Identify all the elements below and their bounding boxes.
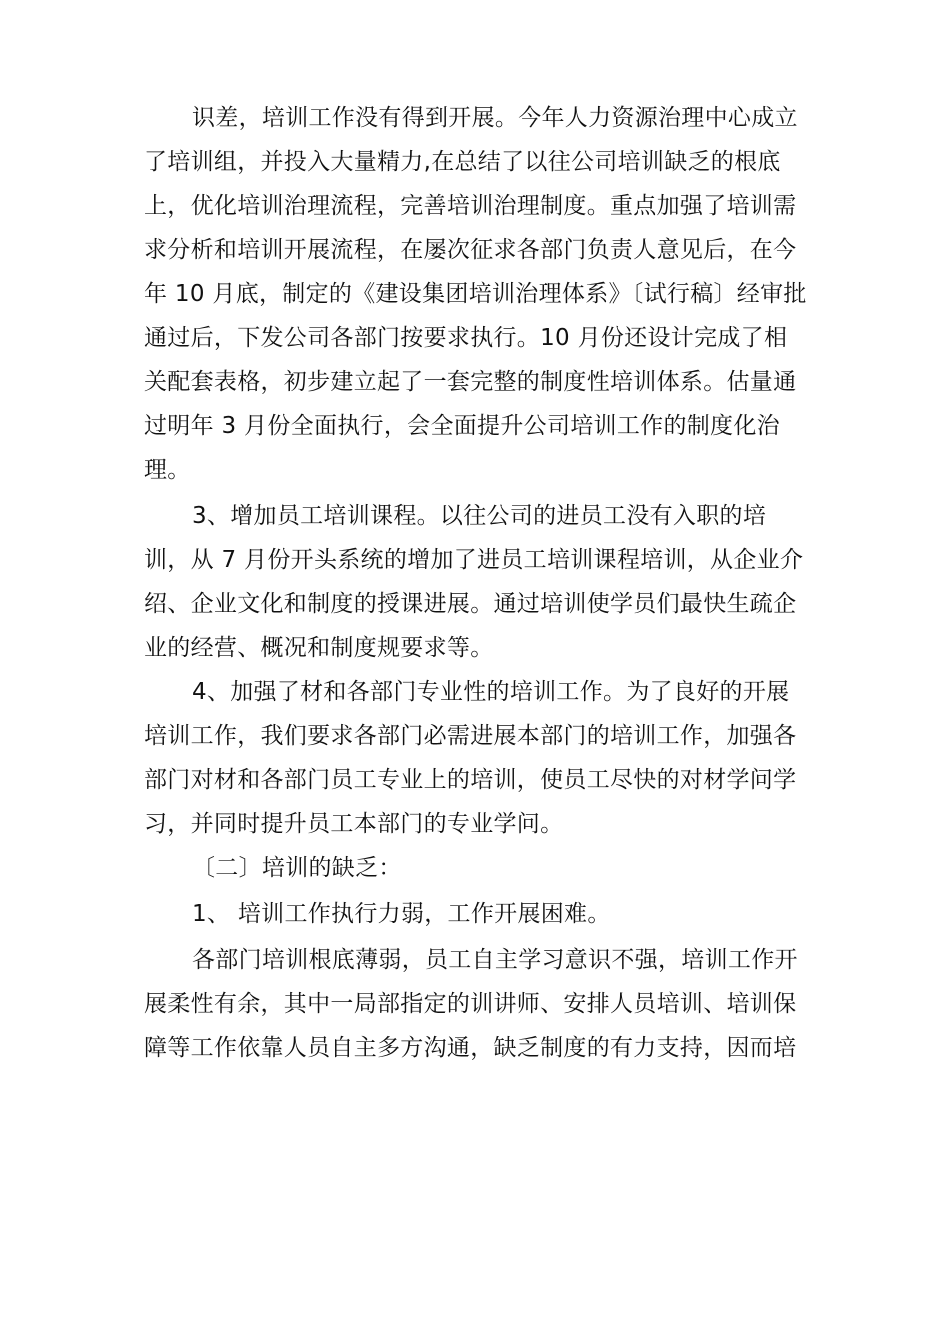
text-line: 业的经营、概况和制度规要求等。 <box>144 635 494 661</box>
text-line: 了培训组，并投入大量精力,在总结了以往公司培训缺乏的根底 <box>144 149 781 175</box>
text-line: 4、加强了材和各部门专业性的培训工作。为了良好的开展 <box>192 679 790 705</box>
text-line: 绍、企业文化和制度的授课进展。通过培训使学员们最快生疏企 <box>144 591 797 617</box>
text-line: 识差，培训工作没有得到开展。今年人力资源治理中心成立 <box>192 105 798 131</box>
text-line: 年 10 月底，制定的《建设集团培训治理体系》〔试行稿〕经审批 <box>144 281 807 307</box>
text-line: 障等工作依靠人员自主多方沟通，缺乏制度的有力支持，因而培 <box>144 1035 797 1061</box>
text-line: 上，优化培训治理流程，完善培训治理制度。重点加强了培训需 <box>144 193 797 219</box>
text-line: 培训工作，我们要求各部门必需进展本部门的培训工作，加强各 <box>144 723 797 749</box>
text-line: 过明年 3 月份全面执行，会全面提升公司培训工作的制度化治 <box>144 413 780 439</box>
text-line: 理。 <box>144 457 191 483</box>
text-line: 关配套表格，初步建立起了一套完整的制度性培训体系。估量通 <box>144 369 797 395</box>
text-line: 训，从 7 月份开头系统的增加了进员工培训课程培训，从企业介 <box>144 547 804 573</box>
text-line: 部门对材和各部门员工专业上的培训，使员工尽快的对材学问学 <box>144 767 797 793</box>
text-line: 习，并同时提升员工本部门的专业学问。 <box>144 811 564 837</box>
text-line: 各部门培训根底薄弱，员工自主学习意识不强，培训工作开 <box>192 947 798 973</box>
text-line: 通过后，下发公司各部门按要求执行。10 月份还设计完成了相 <box>144 325 788 351</box>
text-line: 求分析和培训开展流程，在屡次征求各部门负责人意见后，在今 <box>144 237 797 263</box>
text-line: 3、增加员工培训课程。以往公司的进员工没有入职的培 <box>192 503 767 529</box>
section-heading: 〔二〕培训的缺乏： <box>192 855 402 881</box>
list-item-heading: 1、 培训工作执行力弱，工作开展困难。 <box>192 901 611 927</box>
text-line: 展柔性有余，其中一局部指定的训讲师、安排人员培训、培训保 <box>144 991 797 1017</box>
